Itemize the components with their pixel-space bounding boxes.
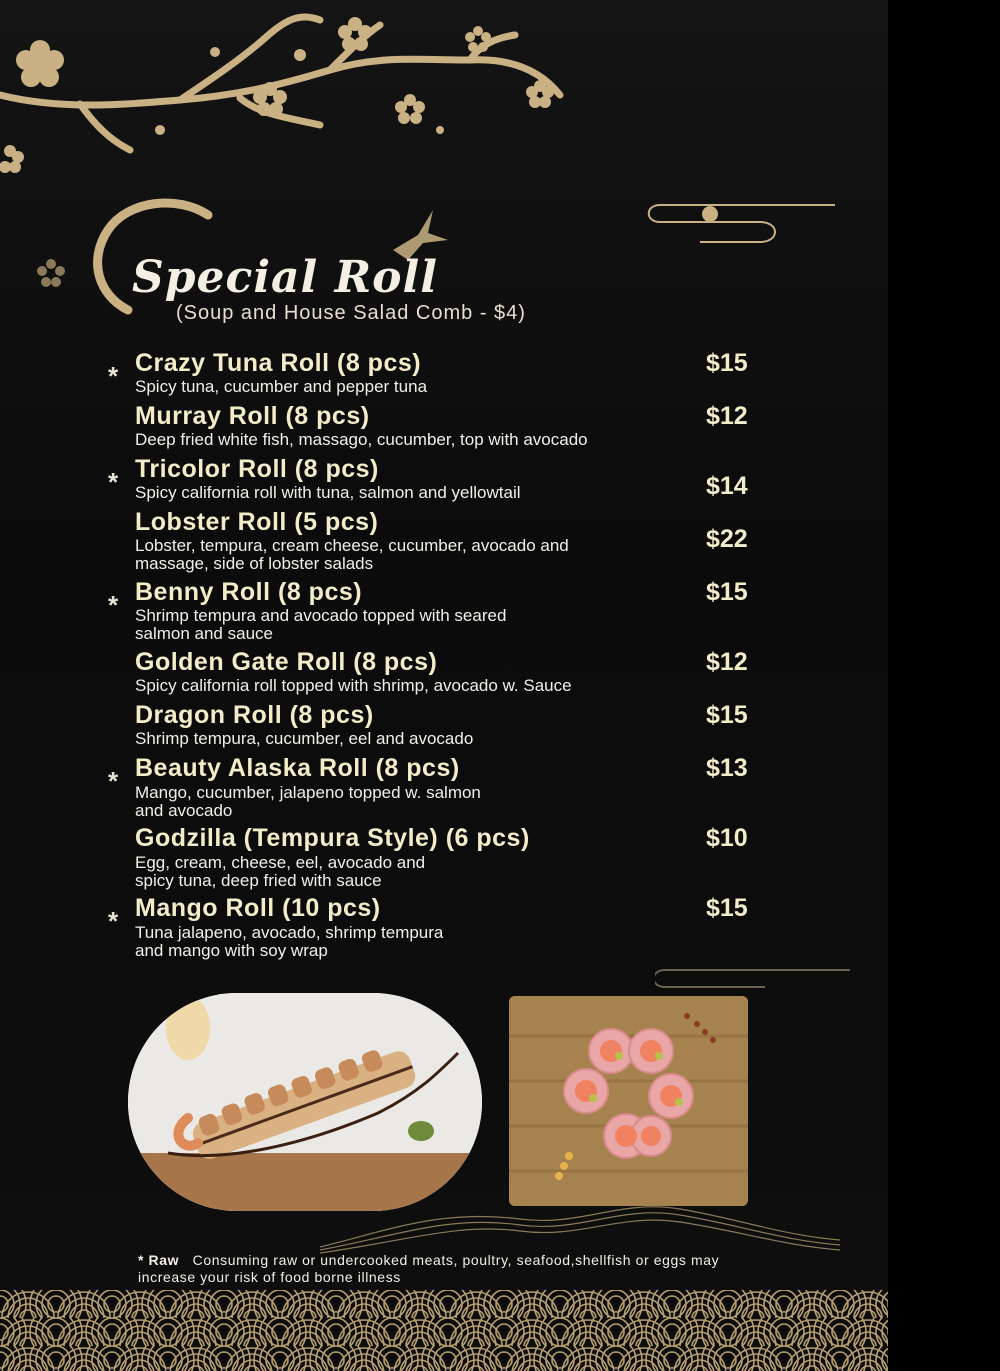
item-price: $15 bbox=[706, 578, 748, 606]
wave-pattern-icon bbox=[0, 1290, 888, 1371]
item-description: Tuna jalapeno, avocado, shrimp tempura and mango with soy wrap bbox=[135, 923, 444, 960]
item-description: Spicy tuna, cucumber and pepper tuna bbox=[135, 377, 428, 396]
item-description: Egg, cream, cheese, eel, avocado and spicy tuna, deep fried with sauce bbox=[135, 853, 426, 890]
raw-indicator: * bbox=[108, 590, 119, 620]
item-name: Lobster Roll (5 pcs) bbox=[135, 508, 379, 536]
item-name: Beauty Alaska Roll (8 pcs) bbox=[135, 754, 460, 782]
raw-indicator: * bbox=[108, 906, 119, 936]
disclaimer-line-2: increase your risk of food borne illness bbox=[138, 1269, 401, 1285]
raw-indicator: * bbox=[108, 766, 119, 796]
raw-label: * Raw bbox=[138, 1252, 180, 1268]
item-description: Shrimp tempura and avocado topped with seared salmon and sauce bbox=[135, 606, 507, 643]
cloud-icon bbox=[640, 200, 840, 250]
raw-disclaimer bbox=[138, 1252, 719, 1286]
item-name: Mango Roll (10 pcs) bbox=[135, 894, 381, 922]
item-price: $13 bbox=[706, 754, 748, 782]
plum-blossom-small-icon bbox=[36, 258, 66, 288]
item-name: Crazy Tuna Roll (8 pcs) bbox=[135, 349, 422, 377]
item-price: $15 bbox=[706, 894, 748, 922]
item-price: $12 bbox=[706, 402, 748, 430]
raw-indicator: * bbox=[108, 467, 119, 497]
item-description: Mango, cucumber, jalapeno topped w. salmon and avocado bbox=[135, 783, 481, 820]
page-subtitle: (Soup and House Salad Comb - $4) bbox=[176, 302, 526, 324]
mango-roll-photo bbox=[509, 996, 748, 1206]
item-description: Deep fried white fish, massago, cucumber, top with avocado bbox=[135, 430, 588, 449]
item-price: $12 bbox=[706, 648, 748, 676]
dragon-roll-photo bbox=[128, 993, 482, 1211]
item-name: Benny Roll (8 pcs) bbox=[135, 578, 363, 606]
item-price: $15 bbox=[706, 701, 748, 729]
item-price: $10 bbox=[706, 824, 748, 852]
item-name: Golden Gate Roll (8 pcs) bbox=[135, 648, 438, 676]
item-description: Spicy california roll with tuna, salmon and yellowtail bbox=[135, 483, 521, 502]
mountain-line-icon bbox=[320, 1195, 840, 1255]
item-price: $14 bbox=[706, 472, 748, 500]
item-name: Godzilla (Tempura Style) (6 pcs) bbox=[135, 824, 530, 852]
disclaimer-line-1: Consuming raw or undercooked meats, poultry, seafood,shellfish or eggs may bbox=[192, 1252, 720, 1268]
item-name: Murray Roll (8 pcs) bbox=[135, 402, 370, 430]
item-name: Dragon Roll (8 pcs) bbox=[135, 701, 374, 729]
item-price: $22 bbox=[706, 525, 748, 553]
item-description: Spicy california roll topped with shrimp, avocado w. Sauce bbox=[135, 676, 572, 695]
plum-blossom-branch-icon bbox=[0, 0, 620, 210]
page-title: Special Roll bbox=[132, 252, 438, 303]
item-description: Lobster, tempura, cream cheese, cucumber, avocado and massage, side of lobster salads bbox=[135, 536, 569, 573]
item-description: Shrimp tempura, cucumber, eel and avocado bbox=[135, 729, 474, 748]
item-price: $15 bbox=[706, 349, 748, 377]
item-name: Tricolor Roll (8 pcs) bbox=[135, 455, 379, 483]
raw-indicator: * bbox=[108, 361, 119, 391]
